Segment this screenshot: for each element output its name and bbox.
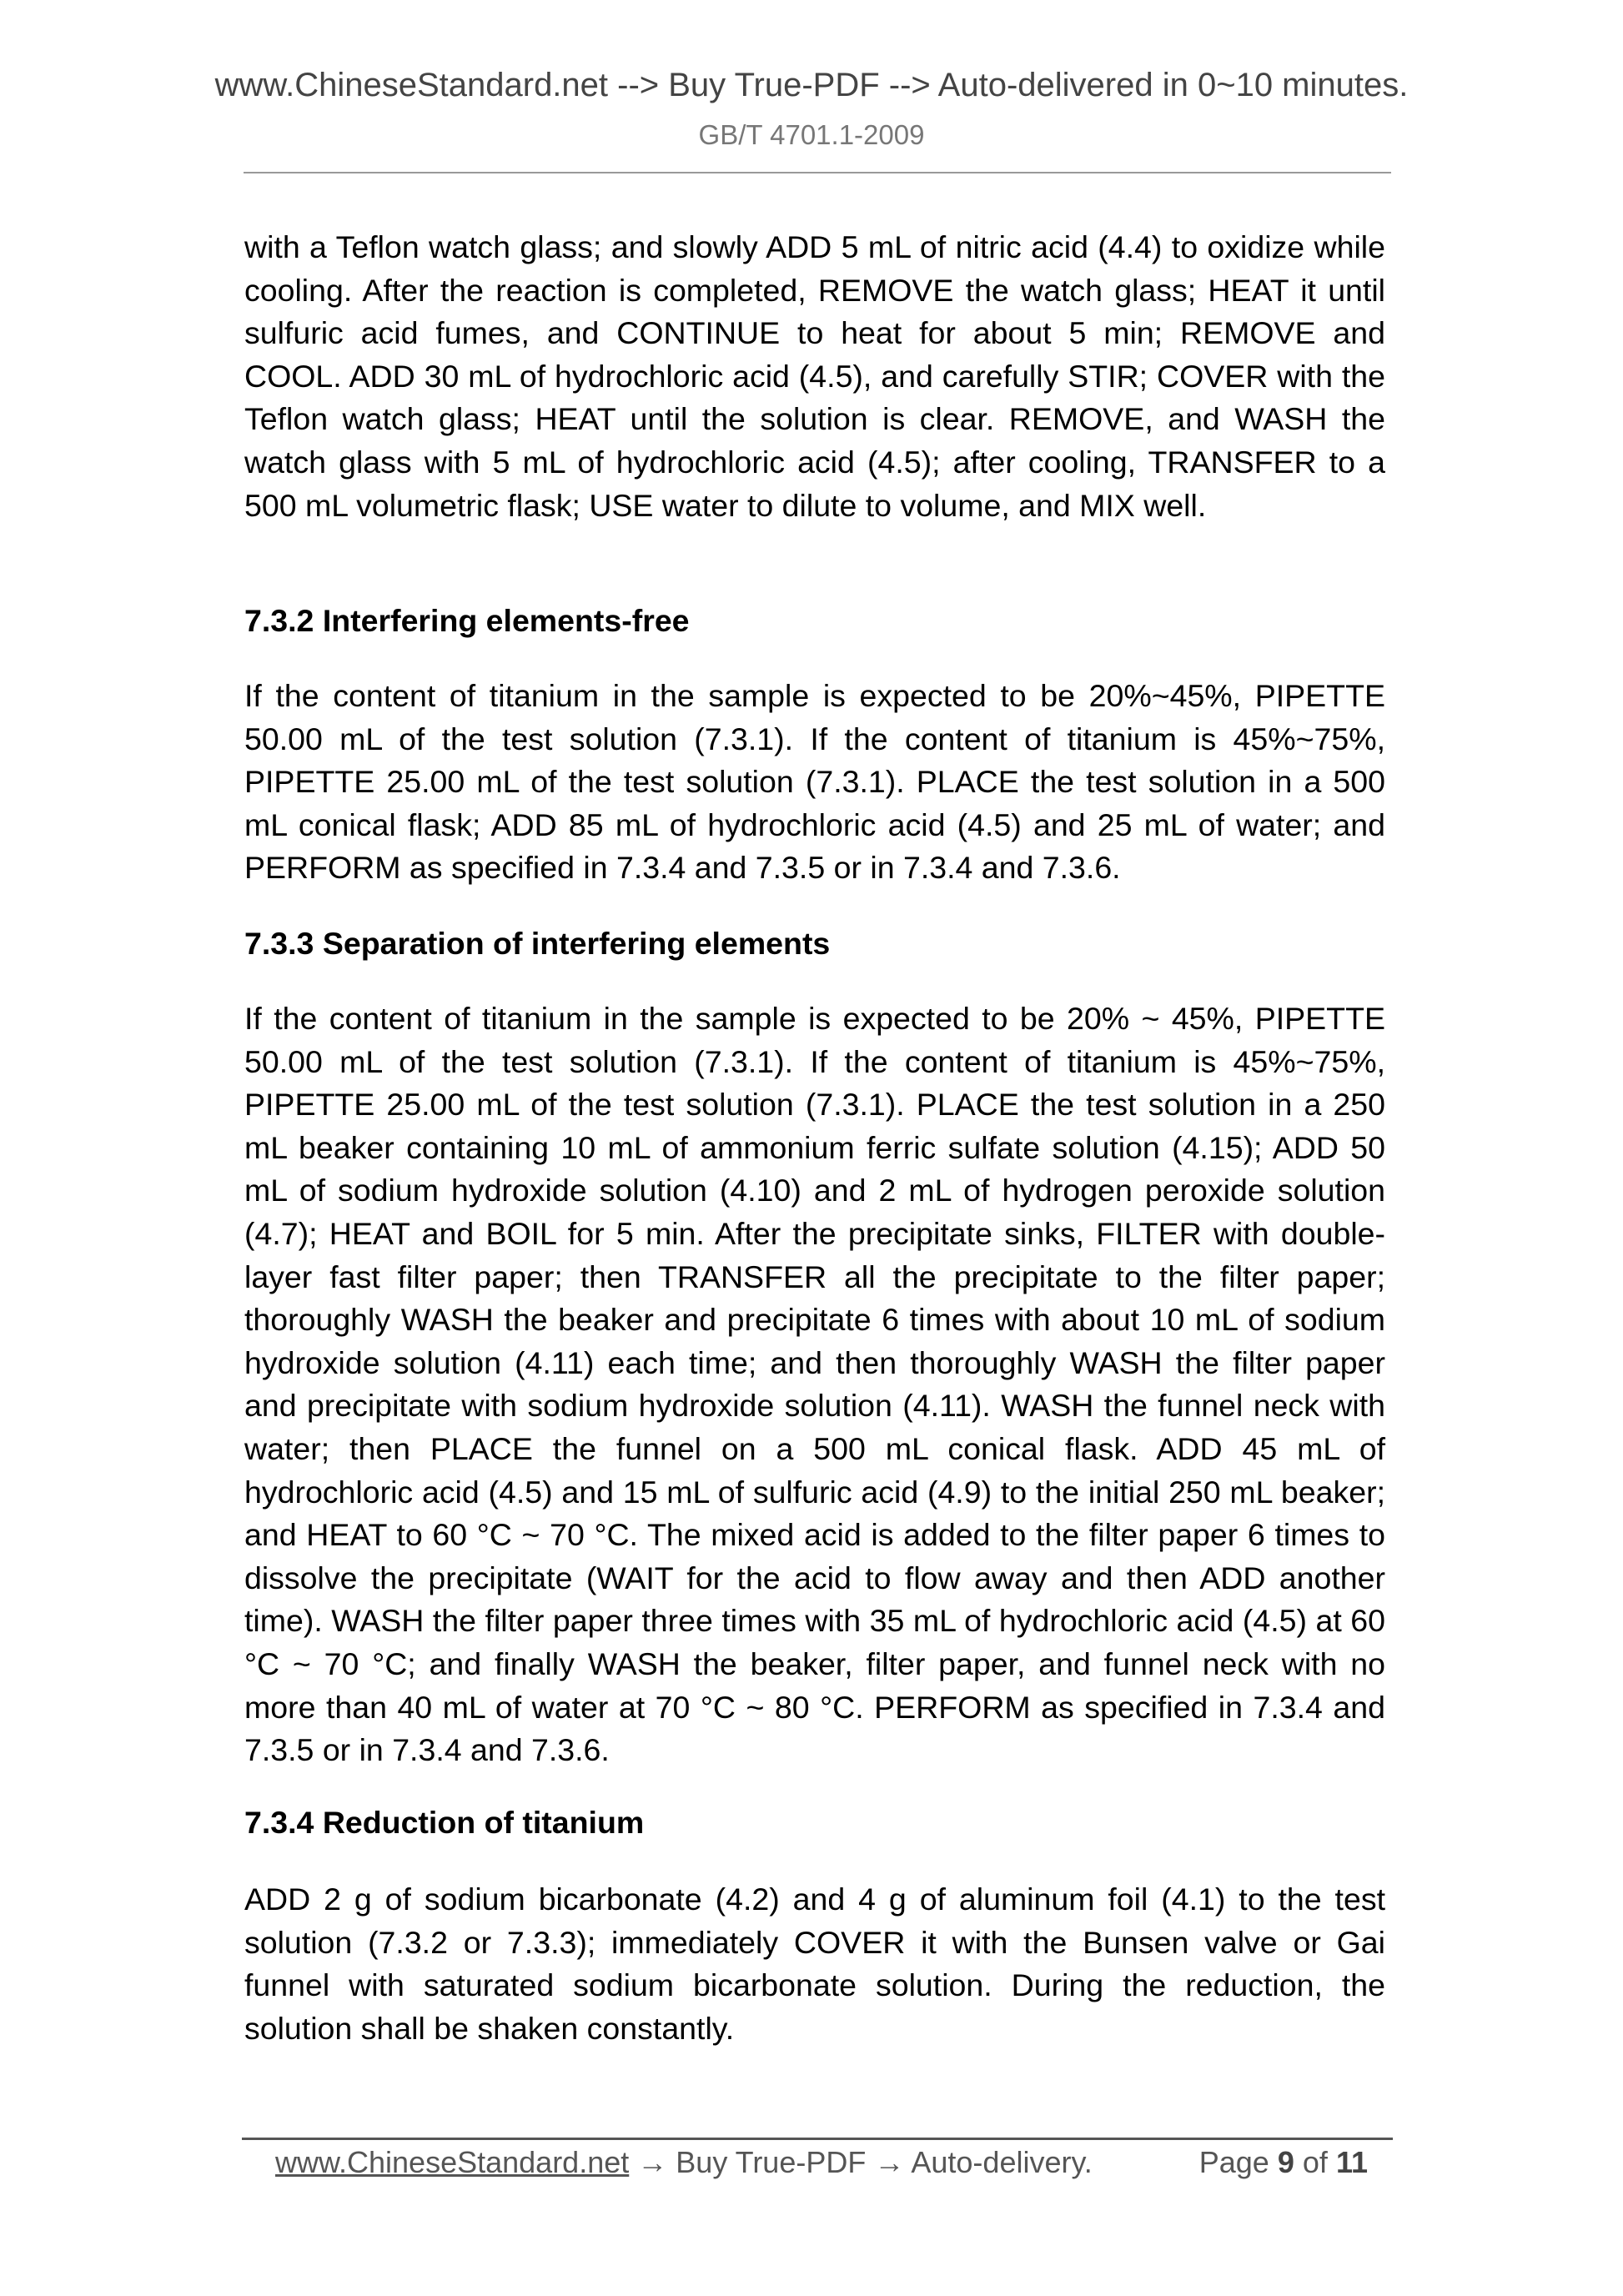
arrow-right-icon: → <box>874 2145 905 2179</box>
page-total: 11 <box>1335 2145 1368 2179</box>
page-indicator <box>1199 2145 1368 2180</box>
section-7-3-2-heading-block <box>244 600 1385 643</box>
footer-buy: Buy True-PDF <box>676 2145 867 2179</box>
para-3-block <box>244 997 1385 1772</box>
page-of: of <box>1302 2145 1328 2179</box>
heading-7-3-4: 7.3.4 Reduction of titanium <box>244 1805 645 1840</box>
header-divider <box>244 172 1391 173</box>
para-4-block <box>244 1878 1385 2050</box>
heading-7-3-3: 7.3.3 Separation of interfering elements <box>244 926 831 961</box>
header-banner: www.ChineseStandard.net --> Buy True-PDF --> Auto-delivered in 0~10 minutes. <box>214 67 1409 103</box>
section-7-3-3-heading-block <box>244 922 1385 966</box>
arrow-right-icon: → <box>637 2145 668 2179</box>
paragraph-7-3-1-continued: with a Teflon watch glass; and slowly ADD 5 mL of nitric acid (4.4) to oxidize while cooling. After the reaction is completed, REMOVE the watch glass; HEAT it until sulfuric acid fumes, and CONTINUE to heat for about 5 min; REMOVE and COOL. ADD 30 mL of hydrochloric acid (4.5), and carefully STIR; COVER with the Teflon watch glass; HEAT until the solution is clear. REMOVE, and WASH the watch glass with 5 mL of hydrochloric acid (4.5); after cooling, TRANSFER to a 500 mL volumetric flask; USE water to dilute to volume, and MIX well. <box>244 229 1385 523</box>
heading-7-3-2: 7.3.2 Interfering elements-free <box>244 603 690 638</box>
para-2-block <box>244 675 1385 890</box>
paragraph-7-3-4: ADD 2 g of sodium bicarbonate (4.2) and 4 g of aluminum foil (4.1) to the test solution (7.3.2 or 7.3.3); immediately COVER it with the Bunsen valve or Gai funnel with saturated sodium bicarbonate solution. During the reduction, the solution shall be shaken constantly. <box>244 1882 1385 2046</box>
footer-delivery: Auto-delivery. <box>911 2145 1093 2179</box>
standard-id: GB/T 4701.1-2009 <box>698 119 925 150</box>
section-7-3-4-heading-block <box>244 1801 1385 1845</box>
paragraph-7-3-2: If the content of titanium in the sample is expected to be 20%~45%, PIPETTE 50.00 mL of the test solution (7.3.1). If the content of titanium is 45%~75%, PIPETTE 25.00 mL of the test solution (7.3.1). PLACE the test solution in a 500 mL conical flask; ADD 85 mL of hydrochloric acid (4.5) and 25 mL of water; and PERFORM as specified in 7.3.4 and 7.3.5 or in 7.3.4 and 7.3.6. <box>244 678 1385 886</box>
footer-divider <box>242 2138 1393 2140</box>
page-label: Page <box>1198 2145 1269 2179</box>
page-current: 9 <box>1277 2145 1294 2179</box>
para-1-block <box>244 226 1385 527</box>
footer-site-link[interactable]: www.ChineseStandard.net <box>275 2145 630 2179</box>
paragraph-7-3-3: If the content of titanium in the sample is expected to be 20% ~ 45%, PIPETTE 50.00 mL of the test solution (7.3.1). If the content of titanium is 45%~75%, PIPETTE 25.00 mL of the test solution (7.3.1). PLACE the test solution in a 250 mL beaker containing 10 mL of ammonium ferric sulfate solution (4.15); ADD 50 mL of sodium hydroxide solution (4.10) and 2 mL of hydrogen peroxide solution (4.7); HEAT and BOIL for 5 min. After the precipitate sinks, FILTER with double-layer fast filter paper; then TRANSFER all the precipitate to the filter paper; thoroughly WASH the beaker and precipitate 6 times with about 10 mL of sodium hydroxide solution (4.11) each time; and then thoroughly WASH the filter paper and precipitate with sodium hydroxide solution (4.11). WASH the funnel neck with water; then PLACE the funnel on a 500 mL conical flask. ADD 45 mL of hydrochloric acid (4.5) and 15 mL of sulfuric acid (4.9) to the initial 250 mL beaker; and HEAT to 60 °C ~ 70 °C. The mixed acid is added to the filter paper 6 times to dissolve the precipitate (WAIT for the acid to flow away and then ADD another time). WASH the filter paper three times with 35 mL of hydrochloric acid (4.5) at 60 °C ~ 70 °C; and finally WASH the beaker, filter paper, and funnel neck with no more than 40 mL of water at 70 °C ~ 80 °C. PERFORM as specified in 7.3.4 and 7.3.5 or in 7.3.4 and 7.3.6. <box>244 1001 1385 1768</box>
footer <box>275 2145 1368 2180</box>
